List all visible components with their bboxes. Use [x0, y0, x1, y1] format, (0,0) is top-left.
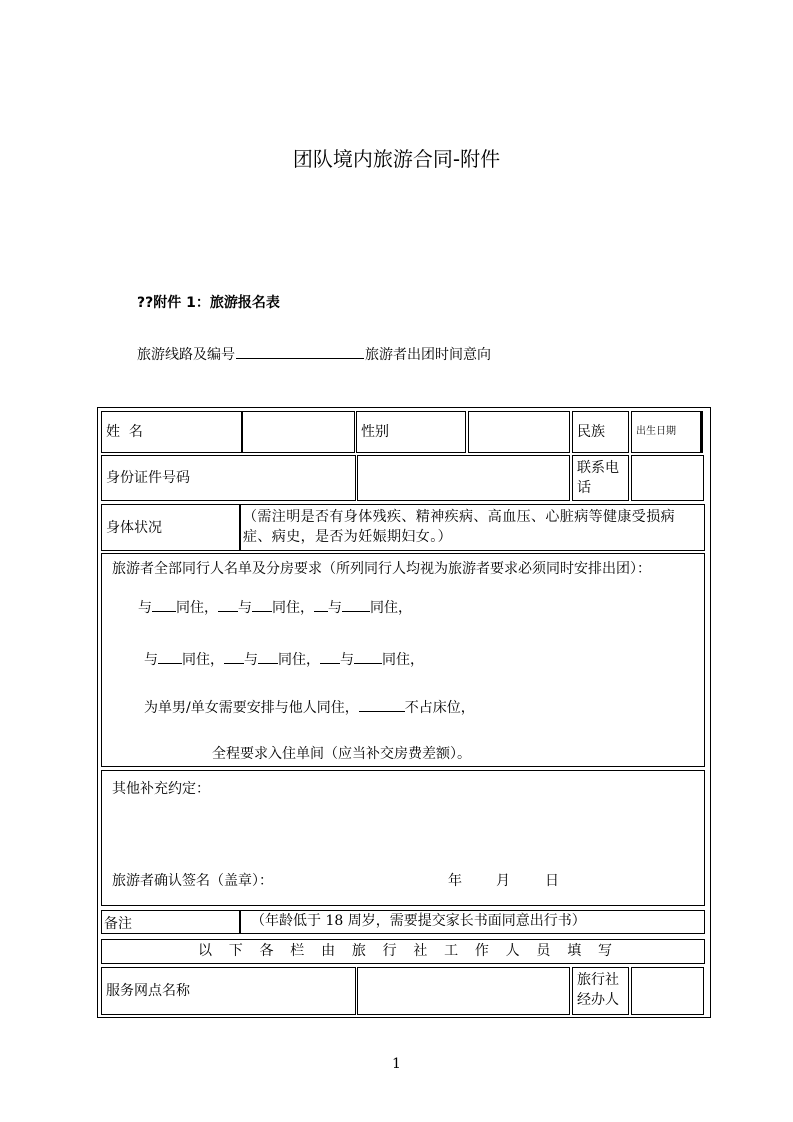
- other-agreements-cell[interactable]: [101, 770, 705, 906]
- single-room-text: 全程要求入住单间（应当补交房费差额）。: [212, 746, 471, 762]
- outlet-input[interactable]: [357, 967, 570, 1015]
- staff-banner-char: 由: [321, 943, 336, 959]
- companion-blank[interactable]: [158, 650, 182, 664]
- agent-label-cell: [572, 967, 629, 1015]
- staff-banner-char: 栏: [290, 943, 305, 959]
- id-input[interactable]: [357, 455, 570, 501]
- sign-month: 月: [496, 873, 510, 889]
- companion-blank[interactable]: [224, 650, 244, 664]
- route-line: [137, 344, 491, 364]
- agent-input[interactable]: [631, 967, 704, 1015]
- companion-blank[interactable]: [320, 650, 340, 664]
- ethnicity-label: 民族: [577, 424, 605, 440]
- companion-blank[interactable]: [258, 650, 278, 664]
- attachment-heading: ??附件 1：旅游报名表: [137, 295, 280, 311]
- staff-banner-char: 下: [228, 943, 243, 959]
- staff-banner-char: 填: [567, 943, 582, 959]
- page-number: 1: [392, 1056, 401, 1072]
- staff-banner-char: 以: [198, 943, 212, 959]
- staff-banner-char: 旅: [351, 943, 366, 959]
- other-label: 其他补充约定：: [112, 781, 210, 797]
- companion-blank[interactable]: [252, 598, 272, 612]
- id-label: 身份证件号码: [106, 470, 190, 486]
- companions-line-3: 为单男/单女需要安排与他人同住， 不占床位，: [144, 700, 475, 716]
- companion-blank[interactable]: [354, 650, 382, 664]
- remark-note: （年龄低于 18 周岁，需要提交家长书面同意出行书）: [251, 913, 586, 929]
- companion-blank[interactable]: [342, 598, 370, 612]
- page-title: 团队境内旅游合同-附件: [292, 147, 501, 171]
- outlet-label-cell: [101, 967, 356, 1015]
- id-label-cell: [101, 455, 356, 501]
- staff-banner-char: 社: [413, 943, 428, 959]
- health-label: 身体状况: [106, 519, 162, 536]
- sign-day: 日: [545, 873, 559, 889]
- gender-label-cell: [356, 411, 466, 453]
- staff-banner-char: 工: [444, 943, 459, 959]
- remark-label: 备注: [104, 916, 132, 932]
- ethnicity-label-cell: [572, 411, 629, 453]
- companions-line-2: 与 同住， 与 同住， 与 同住，: [144, 652, 424, 668]
- staff-banner-cell: [101, 939, 705, 964]
- phone-label-cell: [572, 455, 629, 501]
- birthdate-cell[interactable]: [631, 411, 703, 453]
- name-label: 姓 名: [106, 424, 143, 440]
- agent-label: 旅行社经办人: [577, 972, 619, 1008]
- name-input[interactable]: [242, 411, 355, 453]
- staff-banner-char: 行: [382, 943, 397, 959]
- sign-label: 旅游者确认签名（盖章）：: [112, 873, 273, 889]
- gender-label: 性别: [361, 424, 389, 440]
- companions-line-1: 与 同住， 与 同住， 与 同住，: [138, 600, 412, 616]
- health-note-cell[interactable]: [240, 504, 705, 551]
- phone-label: 联系电话: [577, 460, 619, 496]
- no-bed-blank[interactable]: [359, 698, 405, 712]
- companions-intro: 旅游者全部同行人名单及分房要求（所列同行人均视为旅游者要求必须同时安排出团）：: [112, 561, 651, 577]
- staff-banner-char: 员: [536, 943, 551, 959]
- companion-blank[interactable]: [314, 598, 328, 612]
- outlet-label: 服务网点名称: [106, 983, 190, 999]
- health-note: （需注明是否有身体残疾、精神疾病、高血压、心脏病等健康受损病症、病史，是否为妊娠期妇女。）: [243, 509, 675, 545]
- route-label: 旅游线路及编号: [137, 347, 235, 363]
- registration-form: [97, 407, 711, 1018]
- companions-cell: [101, 553, 705, 767]
- staff-banner-char: 写: [597, 943, 612, 959]
- route-blank[interactable]: [236, 346, 364, 359]
- gender-input[interactable]: [468, 411, 570, 453]
- birthdate-label: 出生日期: [636, 426, 676, 437]
- companion-blank[interactable]: [152, 598, 176, 612]
- staff-banner-char: 人: [505, 943, 520, 959]
- phone-input[interactable]: [631, 455, 704, 501]
- health-label-cell: [101, 504, 240, 551]
- staff-banner: [198, 941, 612, 961]
- companion-blank[interactable]: [218, 598, 238, 612]
- staff-banner-char: 各: [259, 943, 274, 959]
- remark-label-cell: [101, 910, 240, 934]
- name-label-cell: [101, 411, 242, 453]
- sign-year: 年: [448, 873, 462, 889]
- remark-note-cell: [240, 910, 705, 934]
- depart-label: 旅游者出团时间意向: [365, 347, 491, 363]
- staff-banner-char: 作: [474, 943, 489, 959]
